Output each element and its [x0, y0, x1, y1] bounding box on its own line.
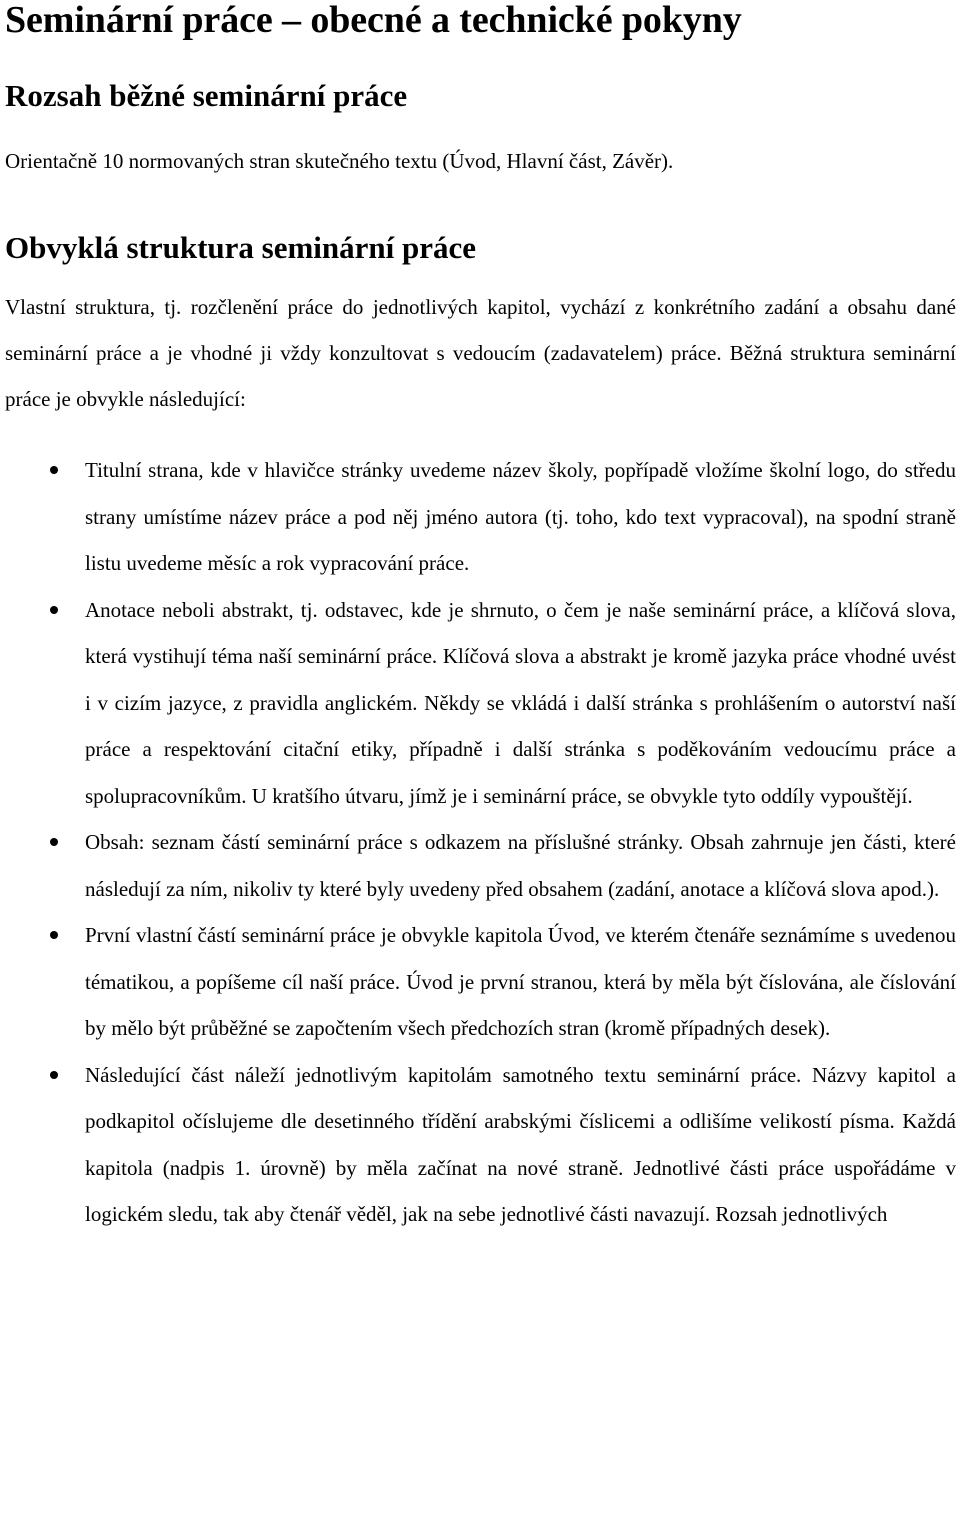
list-item	[5, 912, 956, 1052]
section-heading-structure: Obvyklá struktura seminární práce	[5, 230, 477, 265]
structure-list	[5, 447, 956, 1238]
list-item-text: První vlastní částí seminární práce je obvykle kapitola Úvod, ve kterém čtenáře seznámíme s uvedenou tématikou, a popíšeme cíl naší práce. Úvod je první stranou, která by měla být číslována, ale číslování by mělo být průběžné se započtením všech předchozích stran (kromě případných desek).	[85, 923, 956, 1040]
bullet-icon	[50, 838, 58, 846]
bullet-icon	[50, 606, 58, 614]
section-text-structure: Vlastní struktura, tj. rozčlenění práce do jednotlivých kapitol, vychází z konkrétního zadání a obsahu dané seminární práce a je vhodné ji vždy konzultovat s vedoucím (zadavatelem) práce. Běžná struktura seminární práce je obvykle následující:	[5, 295, 956, 411]
list-item-text: Obsah: seznam částí seminární práce s odkazem na příslušné stránky. Obsah zahrnuje jen části, které následují za ním, nikoliv ty které byly uvedeny před obsahem (zadání, anotace a klíčová slova apod.).	[85, 830, 956, 901]
bullet-icon	[50, 1071, 58, 1079]
list-item	[5, 587, 956, 820]
section-text-scope: Orientačně 10 normovaných stran skutečného textu (Úvod, Hlavní část, Závěr).	[5, 149, 674, 173]
list-item-text: Následující část náleží jednotlivým kapitolám samotného textu seminární práce. Názvy kapitol a podkapitol očíslujeme dle desetinného třídění arabskými číslicemi a odlišíme velikostí písma. Každá kapitola (nadpis 1. úrovně) by měla začínat na nové straně. Jednotlivé části práce uspořádáme v logickém sledu, tak aby čtenář věděl, jak na sebe jednotlivé části navazují. Rozsah jednotlivých	[85, 1062, 956, 1226]
list-item	[5, 447, 956, 587]
list-item	[5, 819, 956, 912]
document-title: Seminární práce – obecné a technické pokyny	[5, 0, 742, 41]
list-item-text: Titulní strana, kde v hlavičce stránky uvedeme název školy, popřípadě vložíme školní logo, do středu strany umístíme název práce a pod něj jméno autora (tj. toho, kdo text vypracoval), na spodní straně listu uvedeme měsíc a rok vypracování práce.	[85, 458, 956, 575]
bullet-icon	[50, 931, 58, 939]
list-item	[5, 1052, 956, 1238]
bullet-icon	[50, 466, 58, 474]
section-heading-scope: Rozsah běžné seminární práce	[5, 78, 408, 113]
list-item-text: Anotace neboli abstrakt, tj. odstavec, kde je shrnuto, o čem je naše seminární práce, a klíčová slova, která vystihují téma naší seminární práce. Klíčová slova a abstrakt je kromě jazyka práce vhodné uvést i v cizím jazyce, z pravidla anglickém. Někdy se vkládá i další stránka s prohlášením o autorství naší práce a respektování citační etiky, případně i další stránka s poděkováním vedoucímu práce a spolupracovníkům. U kratšího útvaru, jímž je i seminární práce, se obvykle tyto oddíly vypouštějí.	[85, 597, 956, 808]
